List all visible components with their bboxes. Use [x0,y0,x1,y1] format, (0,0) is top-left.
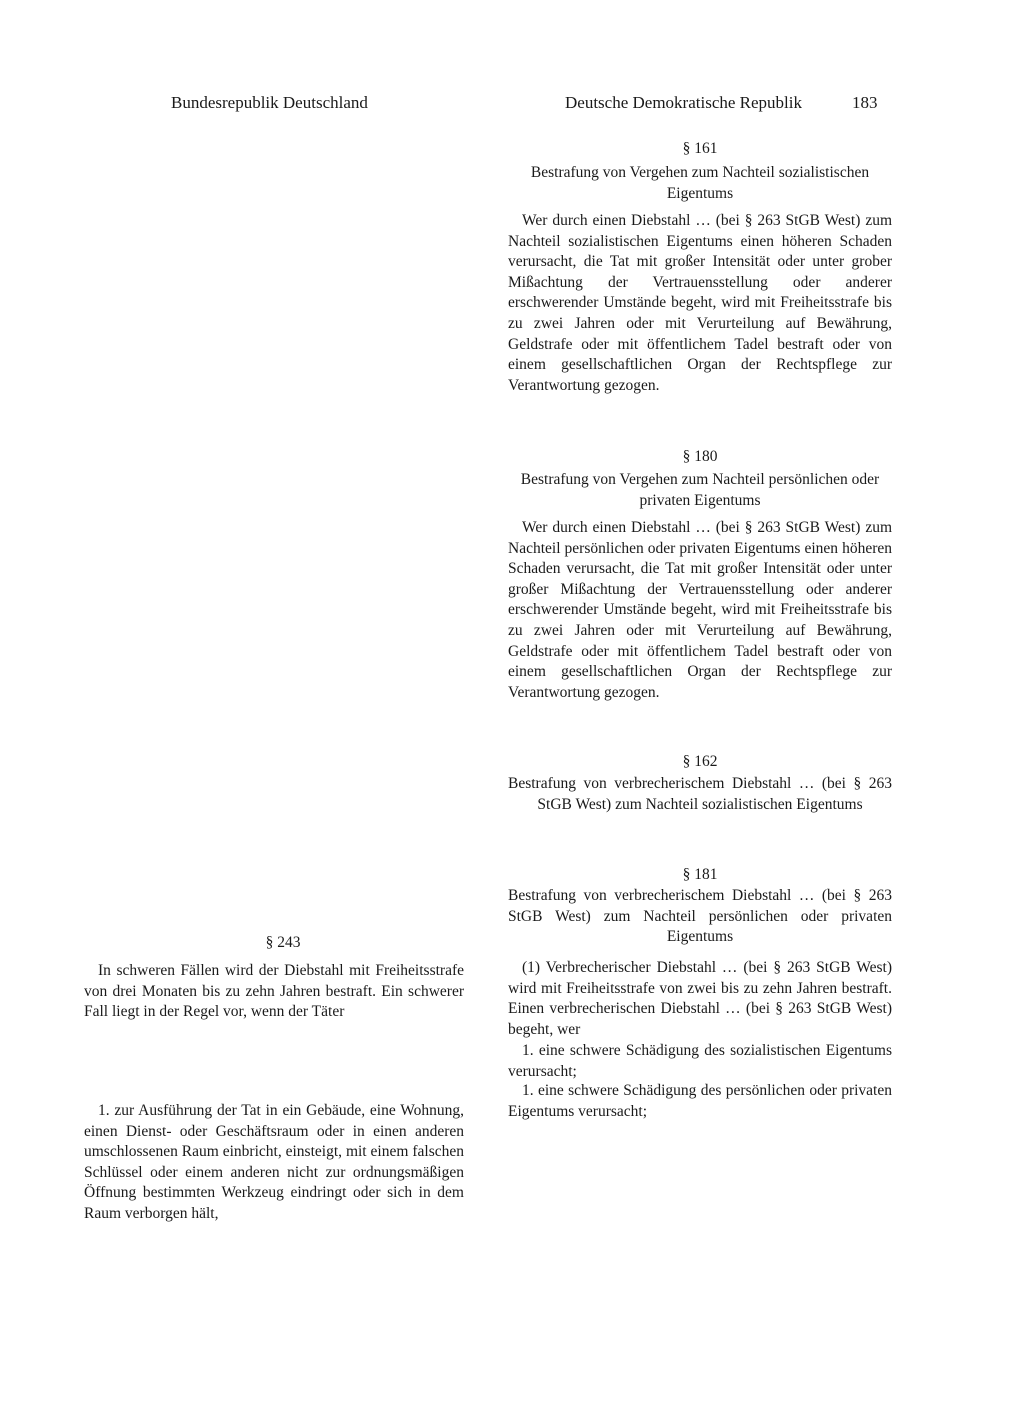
section-180-number: § 180 [682,448,718,465]
section-181-number: § 181 [682,866,718,883]
header-right-title: Deutsche Demokratische Republik [565,93,802,112]
header-left-title: Bundesrepublik Deutschland [171,93,368,112]
section-243-number: § 243 [265,934,301,951]
section-161-number: § 161 [682,140,718,157]
section-162-number: § 162 [682,753,718,770]
section-181-heading: Bestrafung von verbrecherischem Diebstahl … (bei § 263 StGB West) zum Nachteil persönlichen oder privaten Eigentums [508,887,892,946]
section-181-item-1-alt: 1. eine schwere Schädigung des persönlichen oder privaten Eigentums verursacht; [508,1082,892,1120]
section-181-item-1: 1. eine schwere Schädigung des sozialistischen Eigentums verursacht; [508,1042,892,1080]
section-181-text: (1) Verbrecherischer Diebstahl … (bei § 263 StGB West) wird mit Freiheitsstrafe von zwei bis zu zehn Jahren bestraft. Einen verbrecherischen Diebstahl … (bei § 263 StGB West) begeht, wer [508,959,892,1038]
section-161-text: Wer durch einen Diebstahl … (bei § 263 StGB West) zum Nachteil sozialistischen Eigentums einen höheren Schaden verursacht, die Tat mit großer Intensität oder unter grober Mißachtung der Vertrauensstellung oder anderer erschwerender Umstände begeht, wird mit Freiheitsstrafe bis zu zwei Jahren oder mit Verurteilung auf Bewährung, Geldstrafe oder mit öffentlichem Tadel bestraft oder von einem gesellschaftlichen Organ der Rechtspflege zur Verantwortung gezogen. [508,212,892,394]
page-number: 183 [852,93,878,112]
section-180-heading: Bestrafung von Vergehen zum Nachteil persönlichen oder privaten Eigentums [520,471,880,509]
section-243-item-1: 1. zur Ausführung der Tat in ein Gebäude, eine Wohnung, einen Dienst- oder Geschäftsraum oder in einen anderen umschlossenen Raum einbricht, einsteigt, mit einem falschen Schlüssel oder einem anderen nicht zur ordnungsmäßigen Öffnung bestimmten Werkzeug eindringt oder sich in dem Raum verborgen hält, [84,1102,464,1222]
section-180-text: Wer durch einen Diebstahl … (bei § 263 StGB West) zum Nachteil persönlichen oder privaten Eigentums einen höheren Schaden verursacht, die Tat mit großer Intensität oder unter großer Mißachtung der Vertrauensstellung oder anderer erschwerender Umstände begeht, wird mit Freiheitsstrafe bis zu zwei Jahren oder mit Verurteilung auf Bewährung, Geldstrafe oder mit öffentlichem Tadel bestraft oder von einem gesellschaftlichen Organ der Rechtspflege zur Verantwortung gezogen. [508,519,892,701]
section-162-heading: Bestrafung von verbrecherischem Diebstahl … (bei § 263 StGB West) zum Nachteil sozialistischen Eigentums [508,775,892,813]
section-243-text: In schweren Fällen wird der Diebstahl mit Freiheitsstrafe von drei Monaten bis zu zehn Jahren bestraft. Ein schwerer Fall liegt in der Regel vor, wenn der Täter [84,962,464,1021]
section-161-heading: Bestrafung von Vergehen zum Nachteil sozialistischen Eigentums [530,164,870,202]
